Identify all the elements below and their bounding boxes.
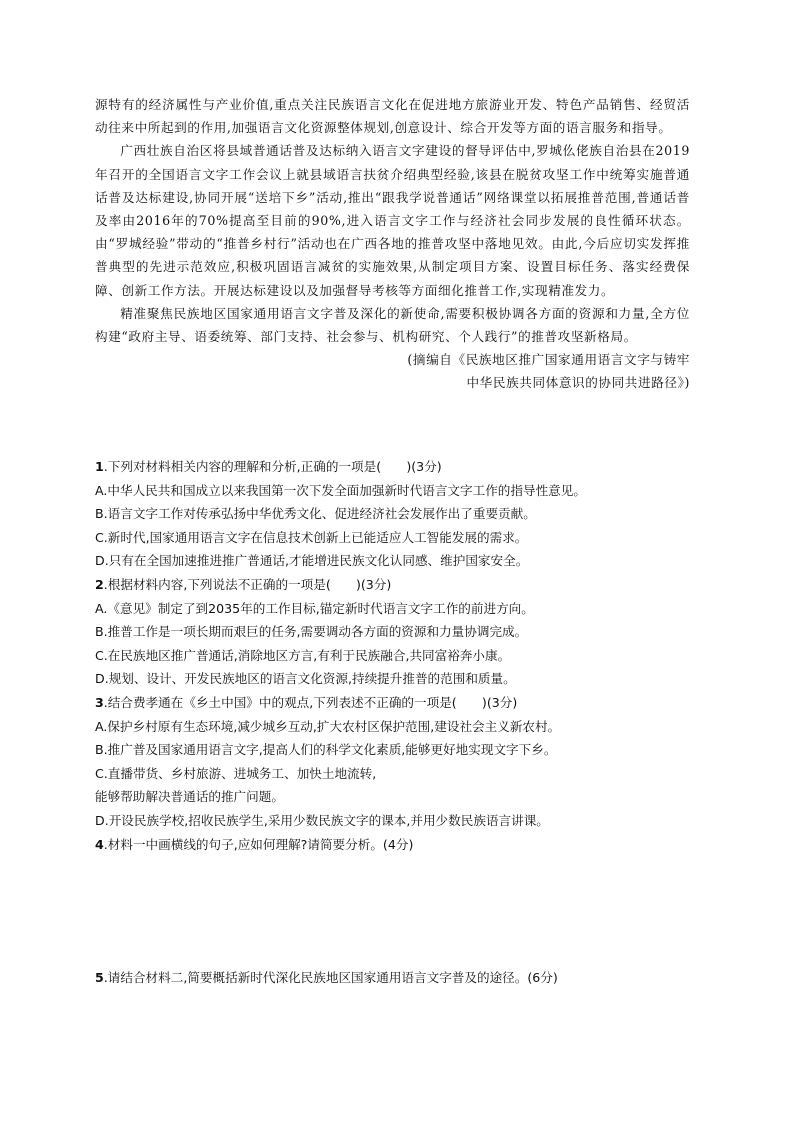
question-4-stem xyxy=(95,833,695,857)
question-section xyxy=(95,455,695,990)
question-1-text: .下列对材料相关内容的理解和分析,正确的一项是( )(3分) xyxy=(103,459,442,474)
question-4-text: .材料一中画横线的句子,应如何理解?请简要分析。(4分) xyxy=(103,836,414,852)
question-1-number: 1 xyxy=(95,459,104,474)
reading-passage xyxy=(95,93,690,395)
passage-paragraph-2: 广西壮族自治区将县域普通话普及达标纳入语言文字建设的督导评估中,罗城仫佬族自治县在2019年召开的全国语言文字工作会议上就县域语言扶贫介绍典型经验,该县在脱贫攻坚工作中统筹实施普通话普及达标建设,协同开展“送培下乡”活动,推出“跟我学说普通话”网络课堂以拓展推普范围,普通话普及率由2016年的70%提高至目前的90%,进入语言文字工作与经济社会同步发展的良性循环状态。由“罗城经验”带动的“推普乡村行”活动也在广西各地的推普攻坚中落地见效。由此,今后应切实发挥推普典型的先进示范效应,积极巩固语言减贫的实施效果,从制定项目方案、设置目标任务、落实经费保障、创新工作方法。开展达标建设以及加强督导考核等方面细化推普工作,实现精准发力。 xyxy=(95,143,690,298)
question-3-option-c-line-2: 能够帮助解决普通话的推广问题。 xyxy=(95,789,284,805)
question-4-number: 4 xyxy=(95,836,104,852)
passage-paragraph-3: 精准聚焦民族地区国家通用语言文字普及深化的新使命,需要积极协调各方面的资源和力量,全方位构建“政府主导、语委统筹、部门支持、社会参与、机构研究、个人践行”的推普攻坚新格局。 xyxy=(95,305,690,345)
question-5-stem xyxy=(95,966,695,990)
question-3-option-b: B.推广普及国家通用语言文字,提高人们的科学文化素质,能够更好地实现文字下乡。 xyxy=(95,742,557,758)
question-5-text: .请结合材料二,简要概括新时代深化民族地区国家通用语言文字普及的途径。(6分) xyxy=(103,970,558,986)
question-4-answer-space xyxy=(95,856,695,966)
question-2-text: .根据材料内容,下列说法不正确的一项是( )(3分) xyxy=(103,576,392,592)
question-1-option-b: B.语言文字工作对传承弘扬中华优秀文化、促进经济社会发展作出了重要贡献。 xyxy=(95,506,536,522)
question-3-stem xyxy=(95,691,695,715)
question-1-option-c: C.新时代,国家通用语言文字在信息技术创新上已能适应人工智能发展的需求。 xyxy=(95,529,528,545)
question-3-text: .结合费孝通在《乡土中国》中的观点,下列表述不正确的一项是( )(3分) xyxy=(103,694,518,710)
question-2-option-d: D.规划、设计、开发民族地区的语言文化资源,持续提升推普的范围和质量。 xyxy=(95,671,516,687)
question-1-option-a: A.中华人民共和国成立以来我国第一次下发全面加强新时代语言文字工作的指导性意见。 xyxy=(95,482,586,498)
question-2-option-b: B.推普工作是一项长期而艰巨的任务,需要调动各方面的资源和力量协调完成。 xyxy=(95,624,528,640)
source-citation-line-1: (摘编自《民族地区推广国家通用语言文字与铸牢 xyxy=(407,352,690,368)
passage-paragraph-1-continued: 源特有的经济属性与产业价值,重点关注民族语言文化在促进地方旅游业开发、特色产品销售、经贸活动往来中所起到的作用,加强语言文化资源整体规划,创意设计、综合开发等方面的语言服务和指导。 xyxy=(95,97,690,136)
question-3-number: 3 xyxy=(95,694,104,710)
question-5-number: 5 xyxy=(95,970,104,986)
source-citation-line-2: 中华民族共同体意识的协同共进路径》) xyxy=(466,375,690,391)
question-2-option-a: A.《意见》制定了到2035年的工作目标,锚定新时代语言文字工作的前进方向。 xyxy=(95,600,534,616)
question-3-option-a: A.保护乡村原有生态环境,减少城乡互动,扩大农村区保护范围,建设社会主义新农村。 xyxy=(95,718,561,734)
question-3-option-c-line-1: C.直播带货、乡村旅游、进城务工、加快土地流转, xyxy=(95,765,377,781)
question-2-number: 2 xyxy=(95,576,104,592)
question-1-stem xyxy=(95,455,695,479)
question-2-option-c: C.在民族地区推广普通话,消除地区方言,有利于民族融合,共同富裕奔小康。 xyxy=(95,647,511,663)
question-3-option-d: D.开设民族学校,招收民族学生,采用少数民族文字的课本,并用少数民族语言讲课。 xyxy=(95,812,549,828)
question-1-option-d: D.只有在全国加速推进推广普通话,才能增进民族文化认同感、维护国家安全。 xyxy=(95,553,529,569)
question-2-stem xyxy=(95,573,695,597)
